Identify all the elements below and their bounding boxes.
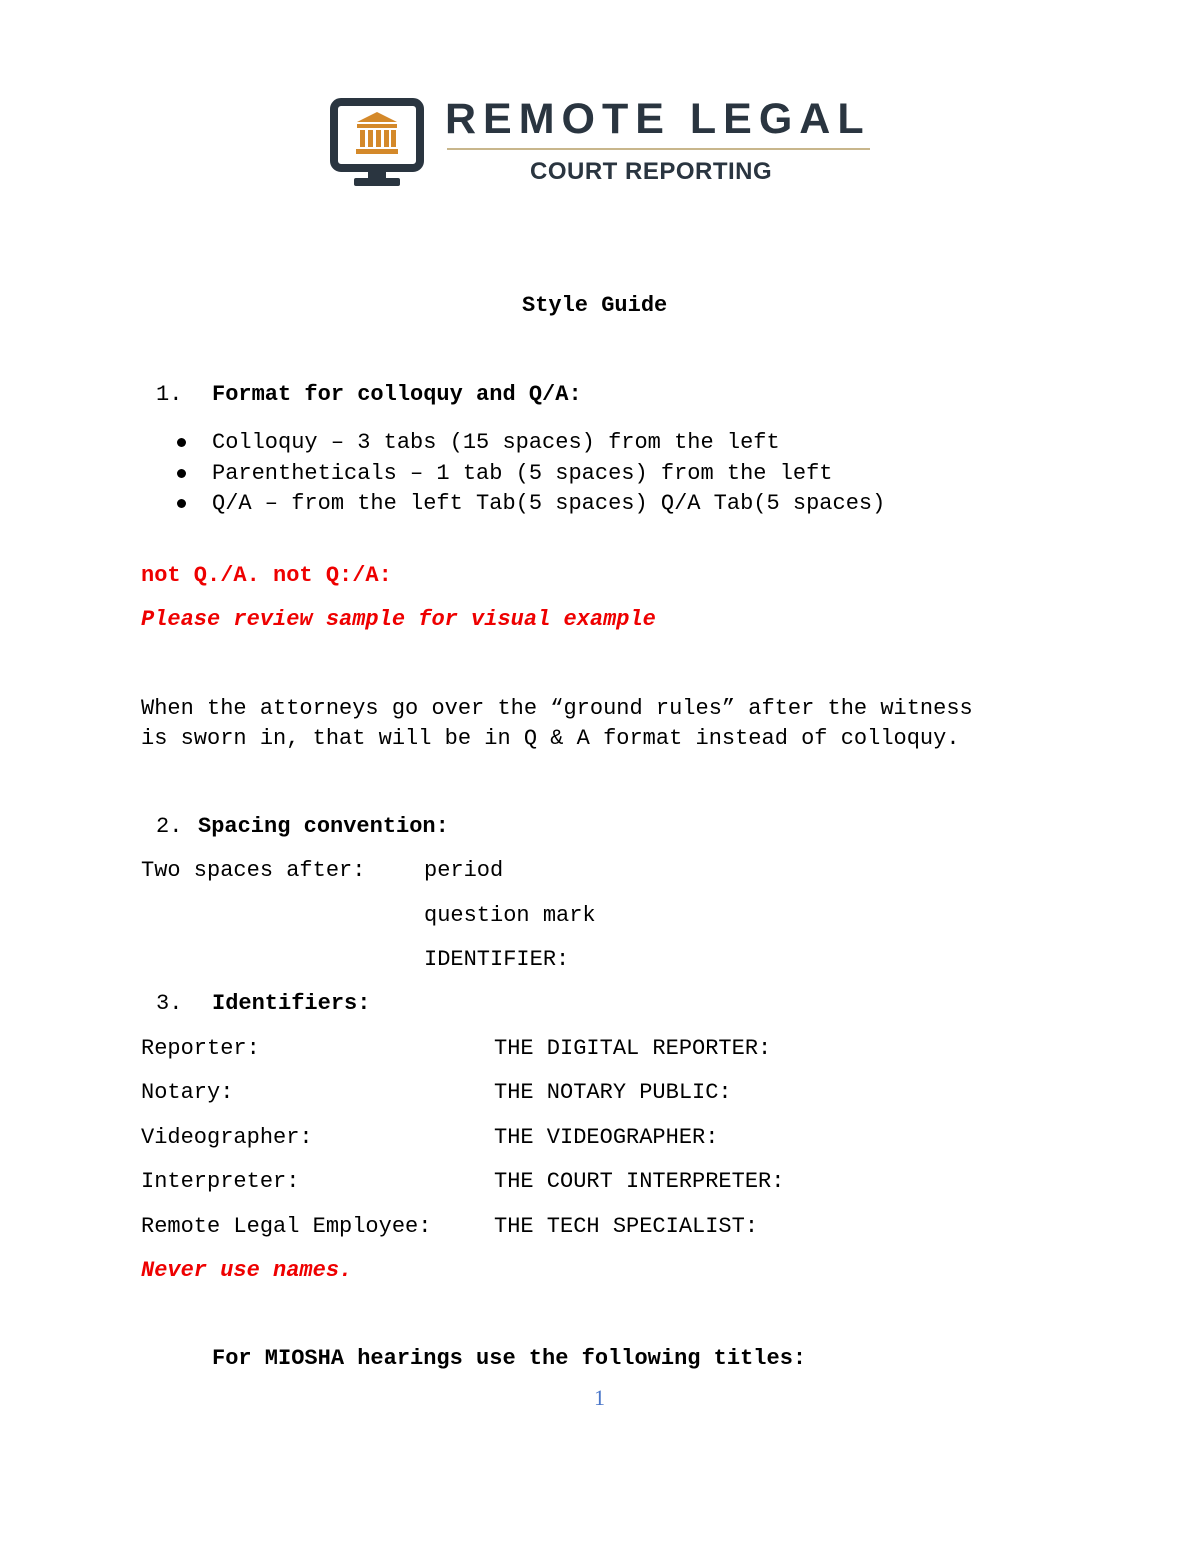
- format-warning: not Q./A. not Q:/A:: [141, 563, 392, 588]
- identifier-role: Reporter:: [141, 1036, 260, 1061]
- section-1-heading: Format for colloquy and Q/A:: [212, 382, 582, 407]
- section-1-number: 1.: [156, 382, 183, 407]
- spacing-item: question mark: [424, 903, 596, 928]
- names-warning: Never use names.: [141, 1258, 353, 1283]
- identifier-role: Notary:: [141, 1080, 234, 1105]
- page-number: 1: [594, 1385, 605, 1410]
- section-2-number: 2.: [156, 814, 183, 839]
- sample-note: Please review sample for visual example: [141, 607, 656, 632]
- identifier-value: THE TECH SPECIALIST:: [494, 1214, 759, 1239]
- bullet-icon: [177, 469, 186, 478]
- bullet-icon: [177, 499, 186, 508]
- identifier-value: THE DIGITAL REPORTER:: [494, 1036, 772, 1061]
- section-3-heading: Identifiers:: [212, 991, 371, 1016]
- page-title: Style Guide: [522, 293, 668, 318]
- identifier-role: Videographer:: [141, 1125, 313, 1150]
- bullet-icon: [177, 438, 186, 447]
- identifier-value: THE COURT INTERPRETER:: [494, 1169, 785, 1194]
- spacing-item: IDENTIFIER:: [424, 947, 570, 972]
- spacing-label: Two spaces after:: [141, 858, 366, 883]
- logo-title: REMOTE LEGAL: [445, 95, 871, 143]
- bullet-item: Parentheticals – 1 tab (5 spaces) from the left: [212, 461, 833, 486]
- paragraph-line: is sworn in, that will be in Q & A format instead of colloquy.: [141, 726, 960, 751]
- logo-divider: [447, 148, 870, 150]
- identifier-value: THE VIDEOGRAPHER:: [494, 1125, 719, 1150]
- miosha-heading: For MIOSHA hearings use the following titles:: [212, 1346, 807, 1371]
- identifier-role: Remote Legal Employee:: [141, 1214, 432, 1239]
- bullet-item: Q/A – from the left Tab(5 spaces) Q/A Tab(5 spaces): [212, 491, 886, 516]
- section-3-number: 3.: [156, 991, 183, 1016]
- logo-subtitle: COURT REPORTING: [530, 158, 773, 185]
- paragraph-line: When the attorneys go over the “ground rules” after the witness: [141, 696, 973, 721]
- identifier-role: Interpreter:: [141, 1169, 300, 1194]
- section-2-heading: Spacing convention:: [198, 814, 449, 839]
- spacing-item: period: [424, 858, 504, 883]
- bullet-item: Colloquy – 3 tabs (15 spaces) from the left: [212, 430, 780, 455]
- identifier-value: THE NOTARY PUBLIC:: [494, 1080, 732, 1105]
